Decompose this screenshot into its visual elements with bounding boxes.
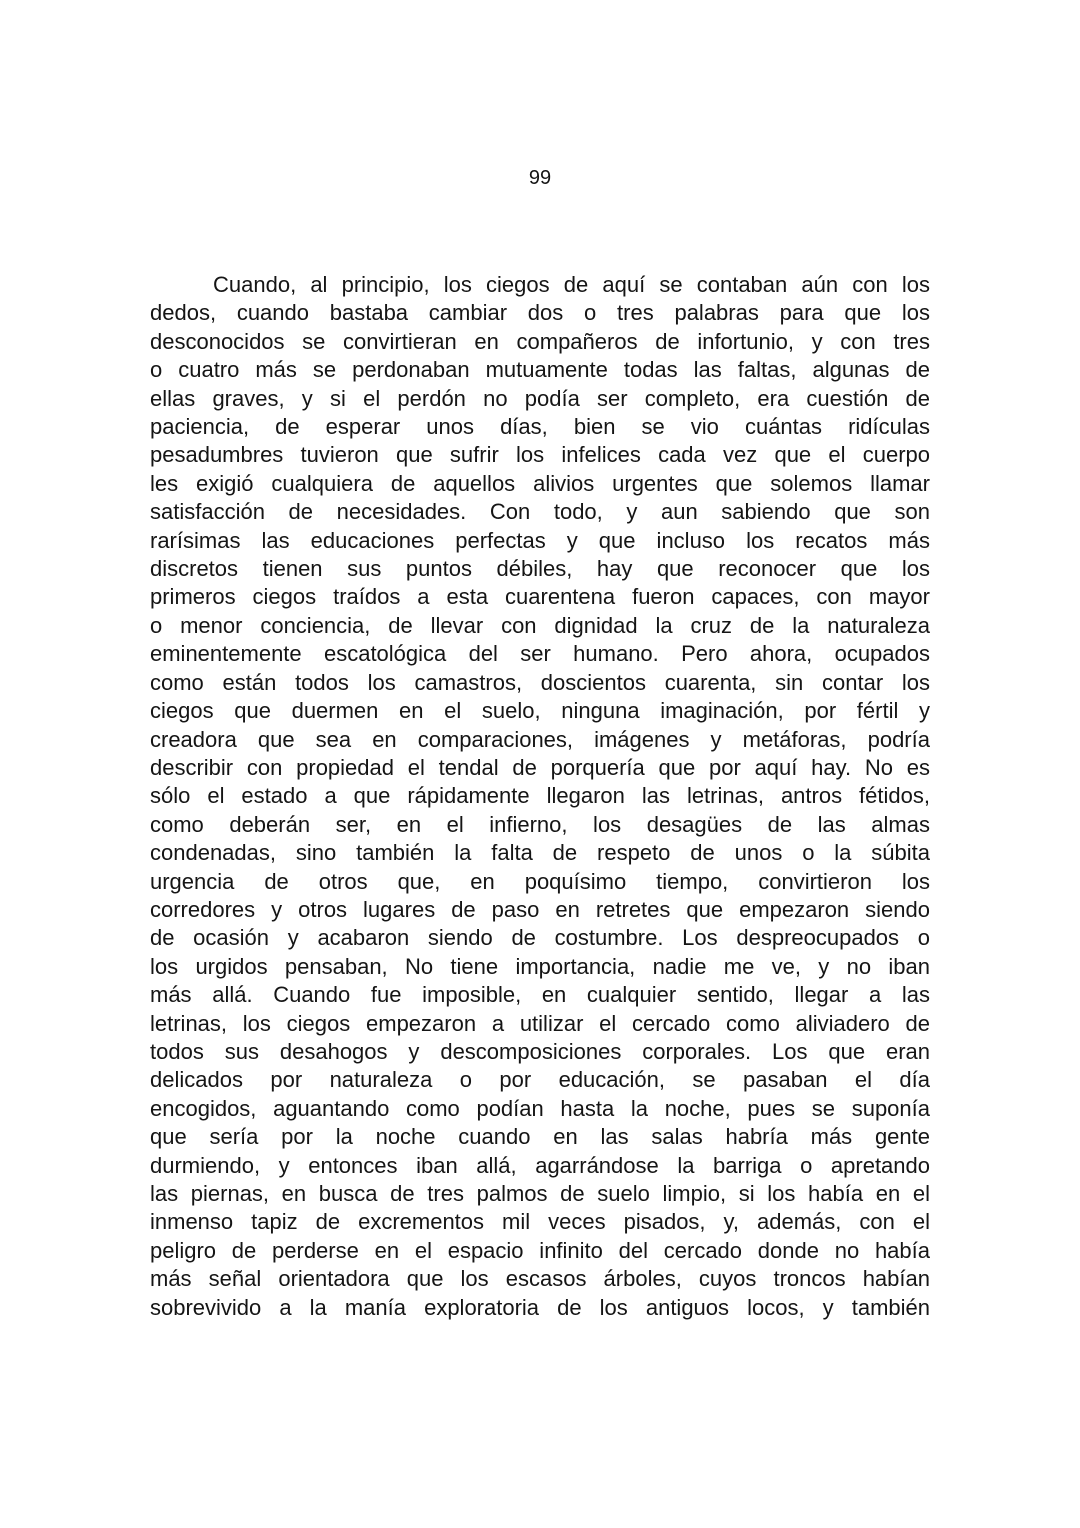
text-line: más allá. Cuando fue imposible, en cualquier sentido, llegar a las — [150, 982, 930, 1008]
text-line: urgencia de otros que, en poquísimo tiempo, convirtieron los — [150, 868, 930, 894]
text-line: delicados por naturaleza o por educación, se pasaban el día — [150, 1067, 930, 1093]
text-line: que sería por la noche cuando en las salas habría más gente — [150, 1124, 930, 1150]
text-line: letrinas, los ciegos empezaron a utilizar el cercado como aliviadero de — [150, 1010, 930, 1036]
text-line: desconocidos se convirtieran en compañeros de infortunio, y con tres — [150, 328, 930, 354]
text-line: sólo el estado a que rápidamente llegaron las letrinas, antros fétidos, — [150, 783, 930, 809]
text-line: describir con propiedad el tendal de porquería que por aquí hay. No es — [150, 754, 930, 780]
text-line: creadora que sea en comparaciones, imágenes y metáforas, podría — [150, 726, 930, 752]
text-line: primeros ciegos traídos a esta cuarentena fueron capaces, con mayor — [150, 584, 930, 610]
text-line: sobrevivido a la manía exploratoria de los antiguos locos, y también — [150, 1294, 930, 1320]
text-line: ellas graves, y si el perdón no podía ser completo, era cuestión de — [150, 385, 930, 411]
text-line: corredores y otros lugares de paso en retretes que empezaron siendo — [150, 896, 930, 922]
text-line: todos sus desahogos y descomposiciones corporales. Los que eran — [150, 1038, 930, 1064]
text-line: encogidos, aguantando como podían hasta la noche, pues se suponía — [150, 1095, 930, 1121]
text-line: de ocasión y acabaron siendo de costumbre. Los despreocupados o — [150, 925, 930, 951]
page-number: 99 — [528, 167, 552, 189]
text-line: les exigió cualquiera de aquellos alivios urgentes que solemos llamar — [150, 470, 930, 496]
text-line: Cuando, al principio, los ciegos de aquí se contaban aún con los — [213, 272, 930, 297]
text-line: discretos tienen sus puntos débiles, hay que reconocer que los — [150, 556, 930, 582]
text-line: o menor conciencia, de llevar con dignidad la cruz de la naturaleza — [150, 612, 930, 638]
text-line: inmenso tapiz de excrementos mil veces pisados, y, además, con el — [150, 1209, 930, 1235]
text-line: paciencia, de esperar unos días, bien se vio cuántas ridículas — [150, 414, 930, 440]
text-line: como deberán ser, en el infierno, los desagües de las almas — [150, 811, 930, 837]
body-paragraph — [150, 271, 930, 1322]
text-line: más señal orientadora que los escasos árboles, cuyos troncos habían — [150, 1266, 930, 1292]
text-line: los urgidos pensaban, No tiene importancia, nadie me ve, y no iban — [150, 953, 930, 979]
text-line: eminentemente escatológica del ser humano. Pero ahora, ocupados — [150, 641, 930, 667]
text-line: como están todos los camastros, doscientos cuarenta, sin contar los — [150, 669, 930, 695]
text-line: satisfacción de necesidades. Con todo, y aun sabiendo que son — [150, 499, 930, 525]
text-line: condenadas, sino también la falta de respeto de unos o la súbita — [150, 840, 930, 866]
text-line: o cuatro más se perdonaban mutuamente todas las faltas, algunas de — [150, 357, 930, 383]
text-line: rarísimas las educaciones perfectas y que incluso los recatos más — [150, 527, 930, 553]
text-line: peligro de perderse en el espacio infinito del cercado donde no había — [150, 1237, 930, 1263]
text-line: durmiendo, y entonces iban allá, agarrándose la barriga o apretando — [150, 1152, 930, 1178]
text-line: las piernas, en busca de tres palmos de suelo limpio, si los había en el — [150, 1181, 930, 1206]
text-line: pesadumbres tuvieron que sufrir los infelices cada vez que el cuerpo — [150, 442, 930, 468]
text-line: ciegos que duermen en el suelo, ninguna imaginación, por fértil y — [150, 698, 930, 724]
text-line: dedos, cuando bastaba cambiar dos o tres palabras para que los — [150, 300, 930, 326]
